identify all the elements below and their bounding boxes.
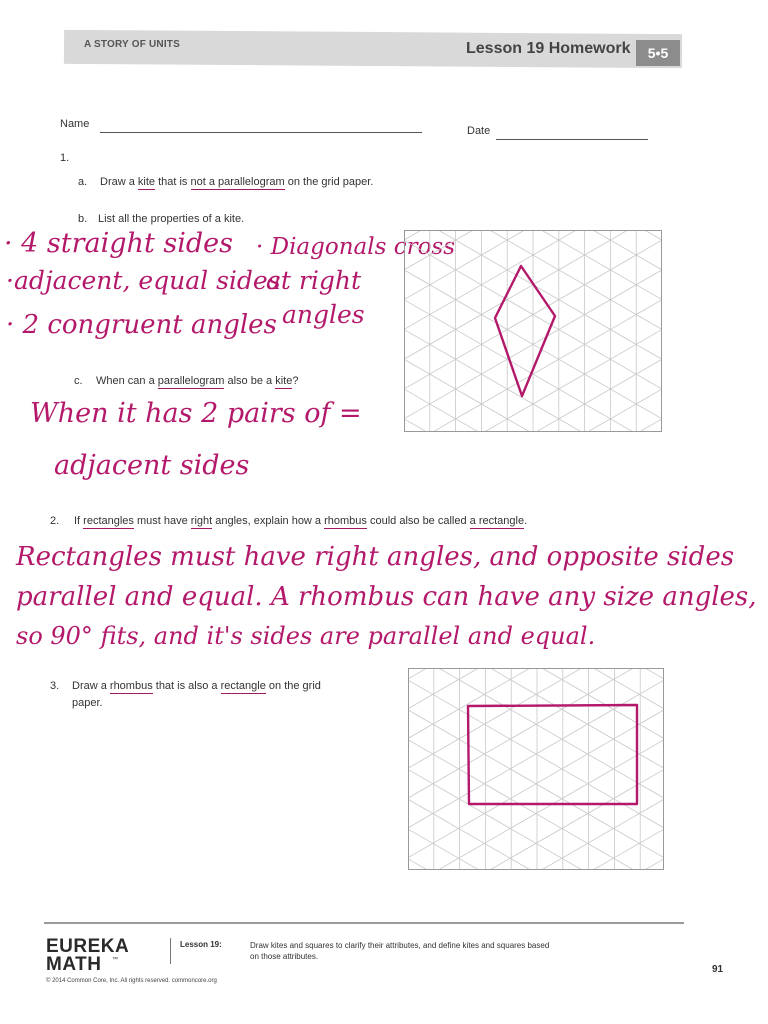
hw-answer-2-line1: Rectangles must have right angles, and opposite sides [16,542,735,572]
grid-paper-2[interactable] [408,668,664,870]
question-1b-text: List all the properties of a kite. [98,213,245,225]
q2-part: must have [133,515,191,527]
question-2-number: 2. [50,515,60,527]
question-1-number: 1. [60,152,70,164]
grid-line [408,668,664,768]
eureka-logo-top: EUREKA [46,936,130,957]
q1c-underlined-parallelogram: parallelogram [157,375,225,387]
footer-lesson-description: Draw kites and squares to clarify their attributes, and define kites and squares based on those attributes. [250,941,550,961]
q2-underlined-right: right [190,515,213,527]
q2-part: . [524,515,528,527]
q2-underlined-rhombus: rhombus [324,515,367,527]
hw-answer-1b-line1: · 4 straight sides [4,228,233,259]
footer-vertical-divider [170,938,171,964]
question-1a-text [100,176,373,188]
grid-line [408,668,664,739]
question-1c-text [96,375,298,387]
grid-line [408,769,664,870]
page-title: Lesson 19 Homework [466,40,631,57]
hw-answer-1b-right1: · Diagonals cross [256,234,456,260]
q1c-part: When can a [96,375,158,387]
grid-line [408,859,664,870]
q2-part: could also be called [366,515,470,527]
footer-divider [44,922,684,924]
grid-line [408,668,664,679]
q2-part: If [74,515,84,527]
question-1b-letter: b. [78,213,88,225]
hw-answer-1b-line2: ·adjacent, equal sides [6,266,281,295]
hw-answer-1b-right3: angles [282,300,365,329]
page-number: 91 [712,964,724,975]
q3-underlined-rhombus: rhombus [109,680,153,692]
hw-answer-1c-line2: adjacent sides [54,450,250,481]
hw-answer-1c-line1: When it has 2 pairs of = [30,398,362,429]
grid-line [408,859,664,870]
grid-line [408,769,664,870]
grid-line [408,668,664,739]
grid-line [408,668,664,768]
question-1a-letter: a. [78,176,88,188]
q1a-part: Draw a [100,176,138,188]
q1a-underlined-kite: kite [137,176,156,188]
copyright-notice: © 2014 Common Core, Inc. All rights reserved. commoncore.org [46,978,217,984]
question-1c-letter: c. [74,375,83,387]
grid-line [408,668,664,679]
series-label: A STORY OF UNITS [84,39,180,50]
footer-lesson-label: Lesson 19: [180,940,222,949]
q3-part: Draw a [72,680,110,692]
trademark-symbol: ™ [112,957,118,963]
q3-part: that is also a [152,680,221,692]
grid-line [408,799,664,870]
q2-underlined-rectangles: rectangles [83,515,134,527]
hw-answer-1b-line3: · 2 congruent angles [6,310,277,340]
name-field[interactable] [100,132,422,133]
q1c-underlined-kite: kite [275,375,293,387]
q1c-part: also be a [224,375,276,387]
grid-line [408,668,664,798]
hw-answer-1b-right2: at right [266,266,361,295]
q2-part: angles, explain how a [212,515,325,527]
hw-answer-2-line2: parallel and equal. A rhombus can have any size angles, [16,582,757,612]
eureka-logo-bottom: MATH [46,954,102,975]
question-2-text [74,515,527,527]
grid-line [408,668,664,798]
q1a-part: that is [155,176,191,188]
q3-underlined-rectangle: rectangle [220,680,266,692]
module-badge: 5•5 [636,40,680,66]
q1c-part: ? [292,375,299,387]
question-3-number: 3. [50,680,60,692]
name-label: Name [60,118,90,130]
grid-line [408,799,664,870]
q2-underlined-a-rectangle: a rectangle [469,515,525,527]
date-field[interactable] [496,139,648,140]
q3-part: on the grid [265,680,321,692]
q1a-underlined-not-parallelogram: not a parallelogram [190,176,285,188]
grid-paper-1[interactable] [404,230,662,432]
date-label: Date [467,125,491,137]
question-3-text [72,680,321,692]
hw-answer-2-line3: so 90° fits, and it's sides are parallel and equal. [16,622,596,650]
q1a-part: on the grid paper. [284,176,374,188]
question-3-text-line2: paper. [72,697,103,709]
